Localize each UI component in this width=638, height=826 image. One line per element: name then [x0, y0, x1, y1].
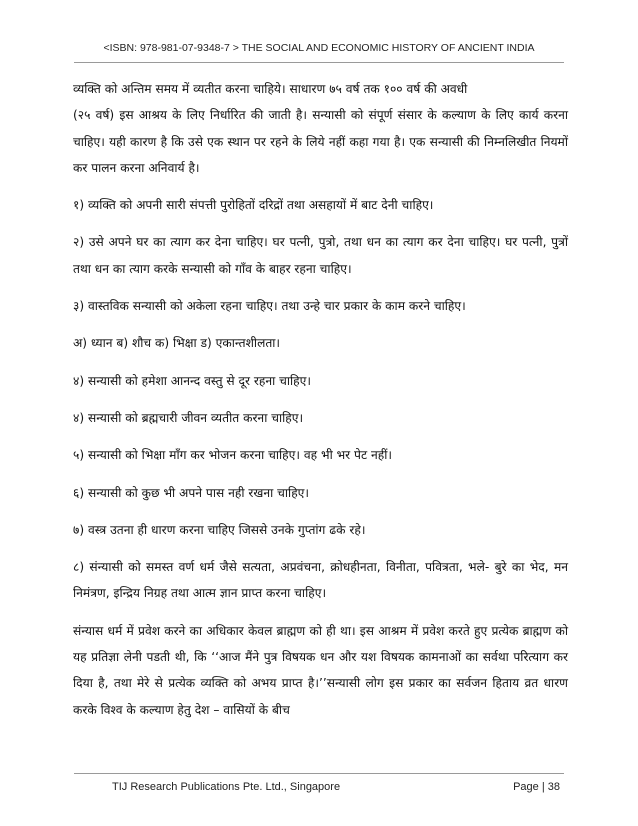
paragraph: (२५ वर्ष) इस आश्रय के लिए निर्धारित की जाती है। सन्यासी को संपूर्ण संसार के कल्याण के लिए कार्य करना चाहिए। यही कारण है कि उसे एक स्थान पर रहने के लिये नहीं कहा गया है। एक सन्यासी की निम्नलिखीत नियमों कर पालन करना अनिवार्य है।: [73, 108, 568, 175]
footer-divider: [74, 773, 564, 774]
header-divider: [74, 62, 564, 63]
page-body: [73, 76, 568, 723]
page-number: Page | 38: [513, 781, 560, 793]
list-item: ६) सन्यासी को कुछ भी अपने पास नही रखना चाहिए।: [73, 485, 310, 500]
list-item: ३) वास्तविक सन्यासी को अकेला रहना चाहिए। तथा उन्हे चार प्रकार के काम करने चाहिए।: [73, 299, 466, 314]
list-item: ४) सन्यासी को ब्रह्मचारी जीवन व्यतीत करना चाहिए।: [73, 410, 304, 425]
list-item: ४) सन्यासी को हमेशा आनन्द वस्तु से दूर रहना चाहिए।: [73, 373, 312, 388]
list-item: ७) वस्त्र उतना ही धारण करना चाहिए जिससे उनके गुप्तांग ढके रहे।: [73, 522, 366, 537]
paragraph: संन्यास धर्म में प्रवेश करने का अधिकार केवल ब्राह्मण को ही था। इस आश्रम में प्रवेश करते हुए प्रत्येक ब्राह्मण को यह प्रतिज्ञा लेनी पडती थी, कि ‘‘आज मैंने पुत्र विषयक धन और यश विषयक कामनाओं का सर्वथा परित्याग कर दिया है, तथा मेरे से प्रत्येक व्यक्ति को अभय प्राप्त है।’’सन्यासी लोग इस प्रकार का सर्वजन हिताय व्रत धारण करके विश्व के कल्याण हेतु देश – वासियों के बीच: [73, 623, 568, 717]
footer-publisher: TIJ Research Publications Pte. Ltd., Singapore: [112, 781, 341, 793]
running-header: <ISBN: 978-981-07-9348-7 > THE SOCIAL AND ECONOMIC HISTORY OF ANCIENT INDIA: [103, 42, 535, 54]
list-item: ८) संन्यासी को समस्त वर्ण धर्म जैसे सत्यता, अप्रवंचना, क्रोधहीनता, विनीता, पवित्रता, भले- बुरे का भेद, मन निमंत्रण, इन्द्रिय निग्रह तथा आत्म ज्ञान प्राप्त करना चाहिए।: [73, 560, 568, 601]
paragraph: व्यक्ति को अन्तिम समय में व्यतीत करना चाहिये। साधारण ७५ वर्ष तक १०० वर्ष की अवधी: [73, 82, 468, 96]
list-item: २) उसे अपने घर का त्याग कर देना चाहिए। घर पत्नी, पुत्रो, तथा धन का त्याग कर देना चाहिए। घर पत्नी, पुत्रों तथा धन का त्याग करके सन्यासी को गाँव के बाहर रहना चाहिए।: [73, 235, 568, 276]
list-item: अ) ध्यान ब) शौच क) भिक्षा ड) एकान्तशीलता।: [73, 336, 281, 351]
list-item: १) व्यक्ति को अपनी सारी संपत्ती पुरोहितों दरिद्रों तथा असहायों में बाट देनी चाहिए।: [73, 198, 434, 213]
list-item: ५) सन्यासी को भिक्षा माँग कर भोजन करना चाहिए। वह भी भर पेट नहीं।: [73, 448, 392, 463]
